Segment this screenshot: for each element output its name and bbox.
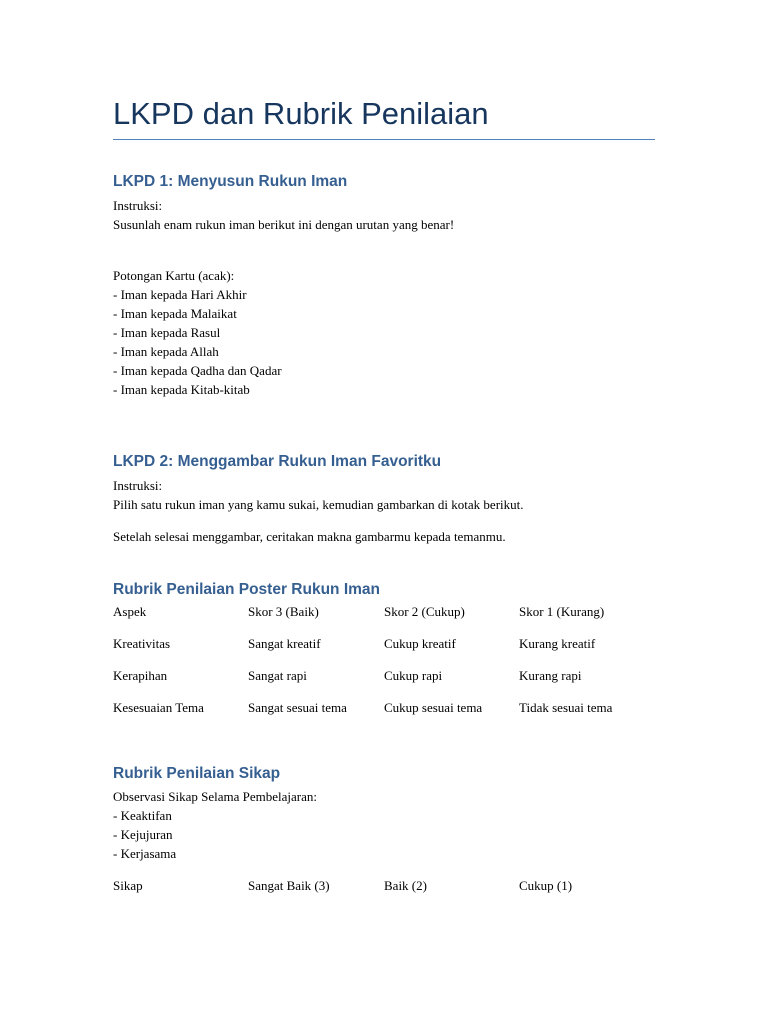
card-item: - Iman kepada Malaikat: [113, 306, 237, 321]
table-header-cell: Aspek: [113, 604, 147, 619]
card-item: - Iman kepada Hari Akhir: [113, 287, 247, 302]
title-underline: [113, 139, 655, 140]
attitude-item: - Kejujuran: [113, 827, 173, 842]
table-header-cell: Sangat Baik (3): [248, 878, 330, 893]
observation-label: Observasi Sikap Selama Pembelajaran:: [113, 789, 317, 804]
table-header-cell: Skor 1 (Kurang): [519, 604, 605, 619]
table-header-cell: Baik (2): [384, 878, 427, 893]
lkpd2-instruction: Pilih satu rukun iman yang kamu sukai, kemudian gambarkan di kotak berikut.: [113, 497, 524, 512]
lkpd1-cards-label: Potongan Kartu (acak):: [113, 268, 235, 283]
lkpd1-heading: LKPD 1: Menyusun Rukun Iman: [113, 173, 348, 190]
lkpd1-instruction: Susunlah enam rukun iman berikut ini dengan urutan yang benar!: [113, 217, 455, 232]
table-cell: Cukup sesuai tema: [384, 700, 483, 715]
table-cell: Kreativitas: [113, 636, 171, 651]
attitude-item: - Kerjasama: [113, 846, 177, 861]
lkpd2-instruction-label: Instruksi:: [113, 478, 163, 493]
table-header-cell: Sikap: [113, 878, 143, 893]
poster-rubric-heading: Rubrik Penilaian Poster Rukun Iman: [113, 581, 381, 598]
table-cell: Kesesuaian Tema: [113, 700, 204, 715]
card-item: - Iman kepada Allah: [113, 344, 219, 359]
table-cell: Cukup kreatif: [384, 636, 456, 651]
card-item: - Iman kepada Rasul: [113, 325, 221, 340]
table-cell: Sangat rapi: [248, 668, 307, 683]
attitude-rubric-heading: Rubrik Penilaian Sikap: [113, 765, 281, 782]
table-header-cell: Cukup (1): [519, 878, 573, 893]
table-cell: Kerapihan: [113, 668, 168, 683]
attitude-item: - Keaktifan: [113, 808, 172, 823]
document-title: LKPD dan Rubrik Penilaian: [113, 96, 489, 131]
table-cell: Sangat kreatif: [248, 636, 321, 651]
table-cell: Kurang kreatif: [519, 636, 596, 651]
table-cell: Tidak sesuai tema: [519, 700, 613, 715]
table-cell: Sangat sesuai tema: [248, 700, 347, 715]
table-cell: Kurang rapi: [519, 668, 582, 683]
table-header-cell: Skor 3 (Baik): [248, 604, 319, 619]
table-header-cell: Skor 2 (Cukup): [384, 604, 465, 619]
lkpd2-followup: Setelah selesai menggambar, ceritakan makna gambarmu kepada temanmu.: [113, 529, 506, 544]
card-item: - Iman kepada Kitab-kitab: [113, 382, 250, 397]
table-cell: Cukup rapi: [384, 668, 443, 683]
lkpd2-heading: LKPD 2: Menggambar Rukun Iman Favoritku: [113, 453, 442, 470]
lkpd1-instruction-label: Instruksi:: [113, 198, 163, 213]
card-item: - Iman kepada Qadha dan Qadar: [113, 363, 282, 378]
